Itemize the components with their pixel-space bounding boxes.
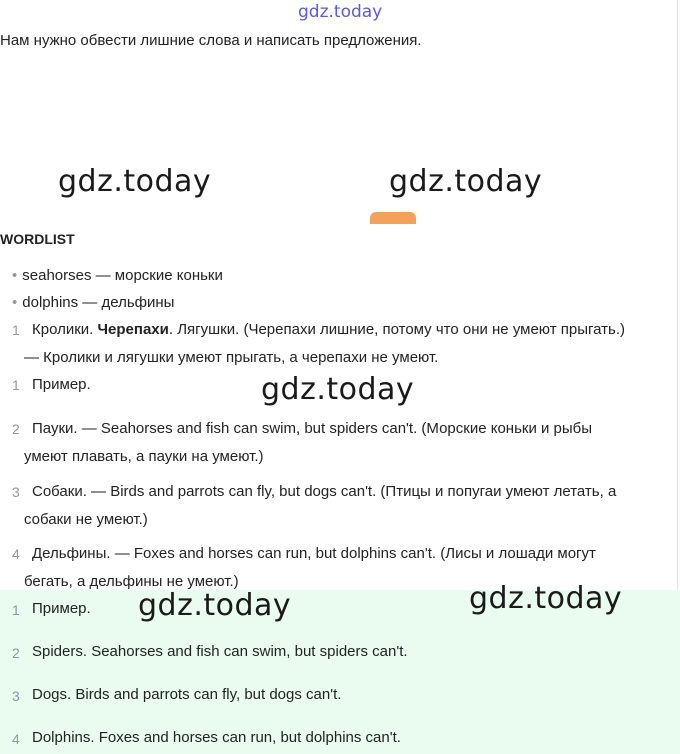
wordlist-title: WORDLIST — [0, 231, 75, 247]
list-item-continuation: — Кролики и лягушки умеют прыгать, а черепахи не умеют. — [24, 349, 439, 366]
top-watermark: gdz.today — [298, 2, 383, 22]
answer-item: Dolphins. Foxes and horses can run, but dolphins can't. — [32, 729, 401, 746]
answer-item: Dogs. Birds and parrots can fly, but dogs can't. — [32, 686, 342, 703]
item-number: 4 — [12, 546, 20, 562]
wordlist-item: • dolphins — дельфины — [12, 294, 175, 311]
list-item: Пример. — [32, 376, 91, 393]
intro-text: Нам нужно обвести лишние слова и написать предложения. — [0, 32, 422, 49]
decorative-shape — [370, 212, 416, 224]
bullet-icon: • — [12, 294, 18, 311]
list-item-continuation: умеют плавать, а пауки на умеют.) — [24, 448, 264, 465]
item-number: 1 — [12, 322, 20, 338]
item-number: 2 — [12, 421, 20, 437]
watermark: gdz.today — [389, 164, 543, 199]
watermark: gdz.today — [58, 164, 212, 199]
watermark: gdz.today — [138, 588, 292, 623]
page-edge-line — [677, 0, 678, 590]
list-item: Пауки. — Seahorses and fish can swim, but spiders can't. (Морские коньки и рыбы — [32, 420, 593, 437]
item-number: 1 — [12, 377, 20, 393]
answer-number: 3 — [12, 688, 20, 704]
answer-item: Пример. — [32, 600, 91, 617]
watermark: gdz.today — [261, 372, 415, 407]
list-item: Дельфины. — Foxes and horses can run, but dolphins can't. (Лисы и лошади могут — [32, 545, 596, 562]
answer-item: Spiders. Seahorses and fish can swim, but spiders can't. — [32, 643, 408, 660]
list-item-continuation: бегать, а дельфины не умеют.) — [24, 573, 239, 590]
bold-word: Черепахи — [97, 321, 169, 338]
wordlist-item: • seahorses — морские коньки — [12, 267, 223, 284]
list-item-continuation: собаки не умеют.) — [24, 511, 148, 528]
answer-number: 4 — [12, 731, 20, 747]
watermark: gdz.today — [469, 581, 623, 616]
bullet-icon: • — [12, 267, 18, 284]
list-item: Кролики. Черепахи. Лягушки. (Черепахи лишние, потому что они не умеют прыгать.) — [32, 321, 626, 338]
answer-number: 1 — [12, 602, 20, 618]
item-number: 3 — [12, 484, 20, 500]
list-item: Собаки. — Birds and parrots can fly, but dogs can't. (Птицы и попугаи умеют летать, а — [32, 483, 617, 500]
answer-number: 2 — [12, 645, 20, 661]
